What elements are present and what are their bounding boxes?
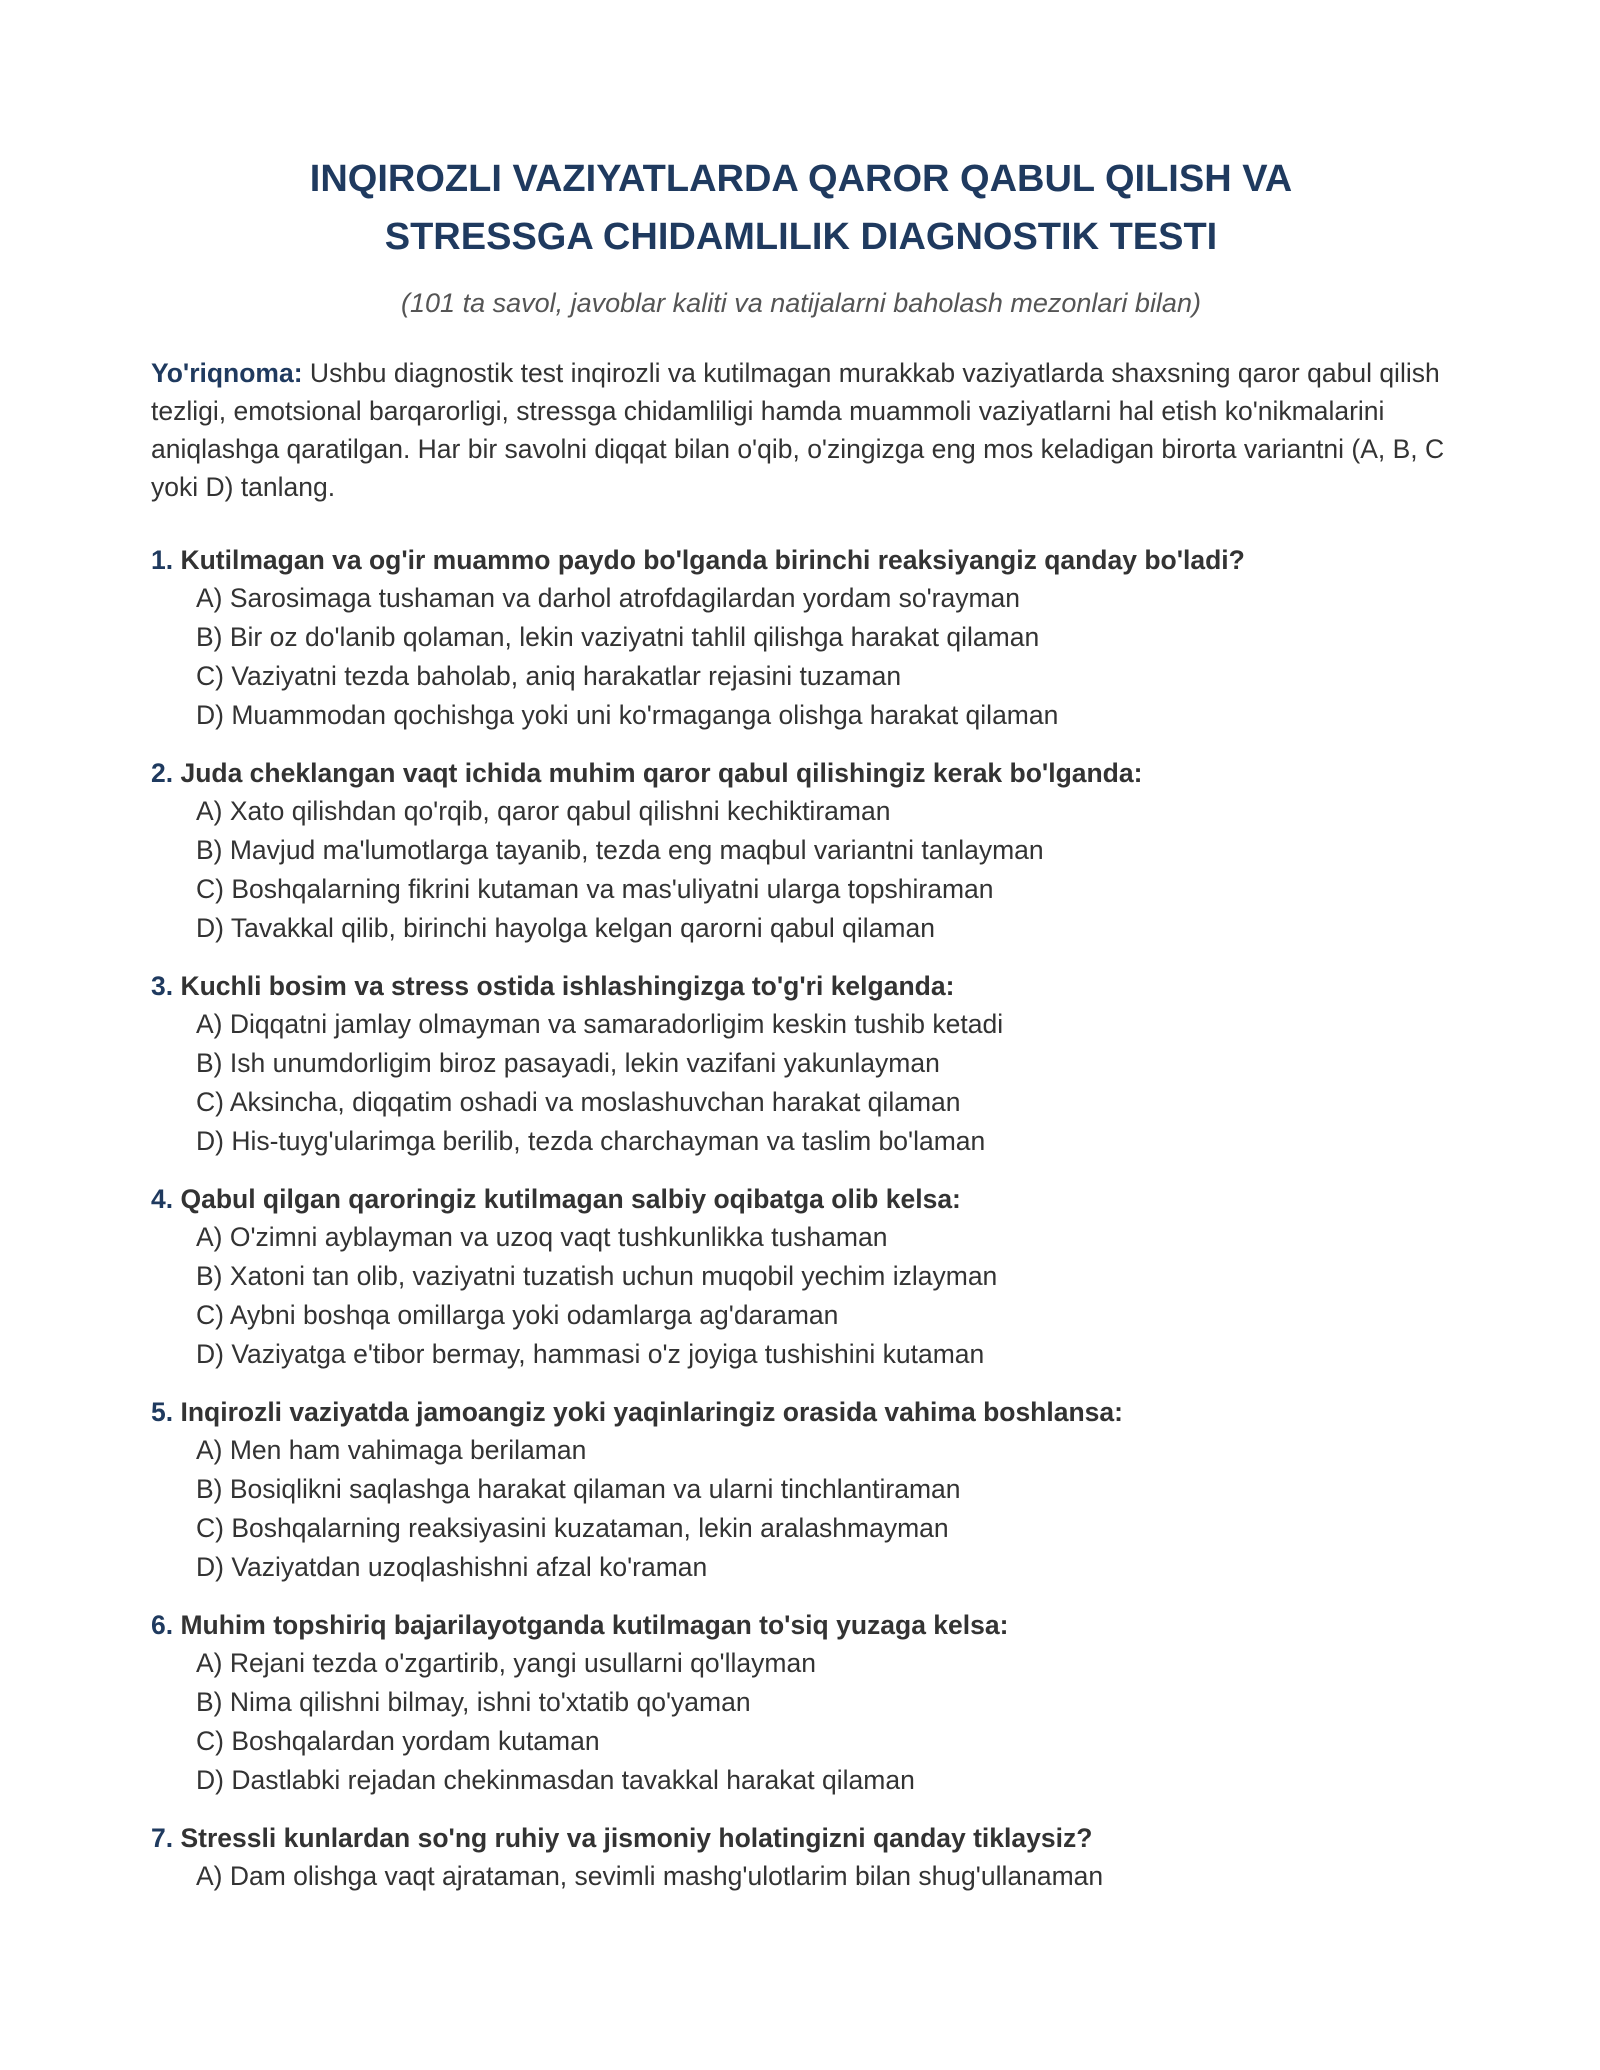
answer-option-d: D) Muammodan qochishga yoki uni ko'rmaganga olishga harakat qilaman: [196, 700, 1059, 730]
question-6: [151, 1606, 1451, 1800]
instructions-text: Ushbu diagnostik test inqirozli va kutilmagan murakkab vaziyatlarda shaxsning qaror qabul qilish tezligi, emotsional barqarorligi, stressga chidamliligi hamda muammoli vaziyatlarni hal etish ko'nikmalarini aniqlashga qaratilgan. Har bir savolni diqqat bilan o'qib, o'zingizga eng mos keladigan birorta variantni (A, B, C yoki D) tanlang.: [151, 358, 1445, 502]
question-text: [151, 1606, 1451, 1644]
answer-option-a: A) Men ham vahimaga berilaman: [196, 1435, 587, 1465]
instructions-label: Yo'riqnoma:: [151, 358, 303, 388]
question-text: [151, 754, 1451, 792]
answer-option-d: D) Vaziyatga e'tibor bermay, hammasi o'z joyiga tushishini kutaman: [196, 1339, 985, 1369]
answer-option-c: C) Vaziyatni tezda baholab, aniq harakatlar rejasini tuzaman: [196, 661, 902, 691]
question-list: [151, 541, 1451, 1896]
question-2: [151, 754, 1451, 948]
answer-option-b: B) Bir oz do'lanib qolaman, lekin vaziyatni tahlil qilishga harakat qilaman: [196, 622, 1040, 652]
answer-option-a: A) O'zimni ayblayman va uzoq vaqt tushkunlikka tushaman: [196, 1222, 888, 1252]
question-label: Juda cheklangan vaqt ichida muhim qaror qabul qilishingiz kerak bo'lganda:: [173, 758, 1143, 788]
answer-option-a: A) Sarosimaga tushaman va darhol atrofdagilardan yordam so'rayman: [196, 583, 1021, 613]
subtitle: (101 ta savol, javoblar kaliti va natijalarni baholash mezonlari bilan): [401, 288, 1201, 318]
answer-option-d: D) Tavakkal qilib, birinchi hayolga kelgan qarorni qabul qilaman: [196, 913, 935, 943]
answer-option-c: C) Aybni boshqa omillarga yoki odamlarga ag'daraman: [196, 1300, 839, 1330]
question-number: 6.: [151, 1610, 174, 1640]
question-5: [151, 1393, 1451, 1587]
instructions: [151, 354, 1451, 506]
question-label: Muhim topshiriq bajarilayotganda kutilmagan to'siq yuzaga kelsa:: [173, 1610, 1009, 1640]
answer-option-b: B) Bosiqlikni saqlashga harakat qilaman va ularni tinchlantiraman: [196, 1474, 961, 1504]
question-3: [151, 967, 1451, 1161]
question-text: [151, 1819, 1451, 1857]
question-text: [151, 1180, 1451, 1218]
answer-option-a: A) Diqqatni jamlay olmayman va samaradorligim keskin tushib ketadi: [196, 1009, 1004, 1039]
answer-option-c: C) Aksincha, diqqatim oshadi va moslashuvchan harakat qilaman: [196, 1087, 961, 1117]
answer-option-c: C) Boshqalarning reaksiyasini kuzataman, lekin aralashmayman: [196, 1513, 949, 1543]
question-text: [151, 967, 1451, 1005]
answer-option-b: B) Ish unumdorligim biroz pasayadi, lekin vazifani yakunlayman: [196, 1048, 940, 1078]
question-number: 4.: [151, 1184, 174, 1214]
question-number: 5.: [151, 1397, 174, 1427]
answer-option-b: B) Mavjud ma'lumotlarga tayanib, tezda eng maqbul variantni tanlayman: [196, 835, 1044, 865]
answer-option-c: C) Boshqalardan yordam kutaman: [196, 1726, 600, 1756]
answer-option-d: D) His-tuyg'ularimga berilib, tezda charchayman va taslim bo'laman: [196, 1126, 986, 1156]
page-title: [151, 150, 1451, 266]
question-text: [151, 1393, 1451, 1431]
question-label: Inqirozli vaziyatda jamoangiz yoki yaqinlaringiz orasida vahima boshlansa:: [173, 1397, 1123, 1427]
answer-option-c: C) Boshqalarning fikrini kutaman va mas'uliyatni ularga topshiraman: [196, 874, 994, 904]
question-1: [151, 541, 1451, 735]
answer-option-b: B) Xatoni tan olib, vaziyatni tuzatish uchun muqobil yechim izlayman: [196, 1261, 998, 1291]
document-page: [151, 150, 1451, 1915]
answer-option-a: A) Dam olishga vaqt ajrataman, sevimli mashg'ulotlarim bilan shug'ullanaman: [196, 1861, 1104, 1891]
answer-option-b: B) Nima qilishni bilmay, ishni to'xtatib qo'yaman: [196, 1687, 751, 1717]
question-number: 1.: [151, 545, 174, 575]
question-number: 3.: [151, 971, 174, 1001]
title-line-1: INQIROZLI VAZIYATLARDA QAROR QABUL QILISH VA: [309, 158, 1293, 200]
question-text: [151, 541, 1451, 579]
answer-option-d: D) Vaziyatdan uzoqlashishni afzal ko'raman: [196, 1552, 708, 1582]
question-number: 2.: [151, 758, 174, 788]
title-line-2: STRESSGA CHIDAMLILIK DIAGNOSTIK TESTI: [384, 216, 1218, 258]
question-number: 7.: [151, 1823, 174, 1853]
answer-option-a: A) Rejani tezda o'zgartirib, yangi usullarni qo'llayman: [196, 1648, 816, 1678]
question-label: Kutilmagan va og'ir muammo paydo bo'lganda birinchi reaksiyangiz qanday bo'ladi?: [173, 545, 1245, 575]
answer-option-d: D) Dastlabki rejadan chekinmasdan tavakkal harakat qilaman: [196, 1765, 915, 1795]
question-label: Qabul qilgan qaroringiz kutilmagan salbiy oqibatga olib kelsa:: [173, 1184, 961, 1214]
question-7: [151, 1819, 1451, 1896]
question-4: [151, 1180, 1451, 1374]
question-label: Stressli kunlardan so'ng ruhiy va jismoniy holatingizni qanday tiklaysiz?: [173, 1823, 1093, 1853]
answer-option-a: A) Xato qilishdan qo'rqib, qaror qabul qilishni kechiktiraman: [196, 796, 891, 826]
question-label: Kuchli bosim va stress ostida ishlashingizga to'g'ri kelganda:: [173, 971, 955, 1001]
